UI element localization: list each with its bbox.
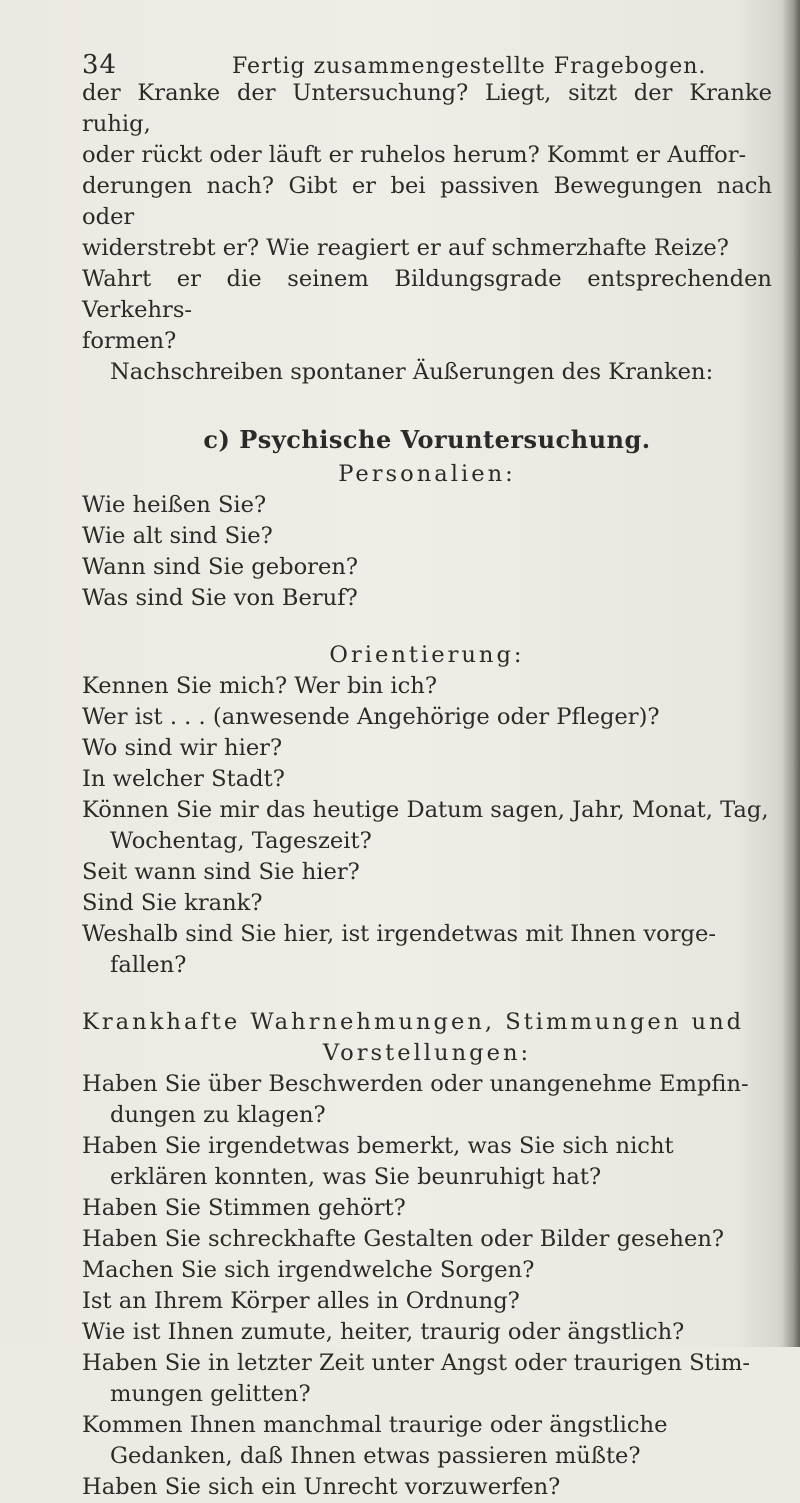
question-item: Haben Sie schreckhafte Gestalten oder Bilder gesehen? [82, 1226, 724, 1252]
question-item: Haben Sie Stimmen gehört? [82, 1195, 406, 1221]
question-item: Machen Sie sich irgendwelche Sorgen? [82, 1257, 535, 1283]
question-item: Kommen Ihnen manchmal traurige oder ängstliche Gedanken, daß Ihnen etwas passieren müßte? [82, 1412, 668, 1469]
question-item: Was sind Sie von Beruf? [82, 585, 358, 611]
wahrnehmungen-heading-line2: Vorstellungen: [322, 1040, 532, 1066]
question-item: Sind Sie krank? [82, 890, 263, 916]
question-item: Haben Sie sich ein Unrecht vorzuwerfen? [82, 1474, 561, 1500]
wahrnehmungen-questions [82, 1069, 772, 1503]
question-item: Haben Sie in letzter Zeit unter Angst oder traurigen Stim-mungen gelitten? [82, 1350, 751, 1407]
intro-line: Wahrt er die seinem Bildungsgrade entsprechenden Verkehrs- [82, 266, 772, 323]
intro-line: der Kranke der Untersuchung? Liegt, sitzt der Kranke ruhig, [82, 80, 772, 137]
section-title: c) Psychische Voruntersuchung. [203, 425, 651, 454]
personalien-questions [82, 490, 772, 614]
personalien-block [82, 459, 772, 614]
intro-last-line: Nachschreiben spontaner Äußerungen des Kranken: [110, 359, 714, 385]
personalien-heading: Personalien: [338, 461, 516, 487]
intro-line: formen? [82, 328, 177, 354]
question-item: Haben Sie irgendetwas bemerkt, was Sie sich nicht erklären konnten, was Sie beunruhigt hat? [82, 1133, 674, 1190]
question-item: Seit wann sind Sie hier? [82, 859, 360, 885]
question-item: Weshalb sind Sie hier, ist irgendetwas mit Ihnen vorge-fallen? [82, 921, 717, 978]
question-item: In welcher Stadt? [82, 766, 285, 792]
orientierung-questions [82, 671, 772, 981]
orientierung-heading: Orientierung: [329, 642, 525, 668]
intro-paragraph [82, 78, 772, 388]
intro-line: widerstrebt er? Wie reagiert er auf schmerzhafte Reize? [82, 235, 729, 261]
wahrnehmungen-heading-line1: Krankhafte Wahrnehmungen, Stimmungen und [82, 1009, 745, 1035]
page-edge-shadow [782, 0, 800, 1347]
intro-line: oder rückt oder läuft er ruhelos herum? Kommt er Auffor- [82, 142, 747, 168]
question-item: Können Sie mir das heutige Datum sagen, Jahr, Monat, Tag, Wochentag, Tageszeit? [82, 797, 769, 854]
question-item: Ist an Ihrem Körper alles in Ordnung? [82, 1288, 520, 1314]
running-title: Fertig zusammengestellte Fragebogen. [232, 54, 707, 79]
question-item: Wo sind wir hier? [82, 735, 283, 761]
orientierung-block [82, 640, 772, 981]
question-item: Wann sind Sie geboren? [82, 554, 359, 580]
question-item: Wer ist . . . (anwesende Angehörige oder Pfleger)? [82, 704, 660, 730]
page-number: 34 [82, 50, 118, 80]
question-item: Haben Sie über Beschwerden oder unangenehme Empfin-dungen zu klagen? [82, 1071, 749, 1128]
question-item: Wie ist Ihnen zumute, heiter, traurig oder ängstlich? [82, 1319, 685, 1345]
question-item: Wie heißen Sie? [82, 492, 267, 518]
question-item: Kennen Sie mich? Wer bin ich? [82, 673, 437, 699]
question-item: Wie alt sind Sie? [82, 523, 273, 549]
wahrnehmungen-block [82, 1007, 772, 1503]
page-body [82, 78, 772, 1503]
intro-line: derungen nach? Gibt er bei passiven Bewegungen nach oder [82, 173, 772, 230]
